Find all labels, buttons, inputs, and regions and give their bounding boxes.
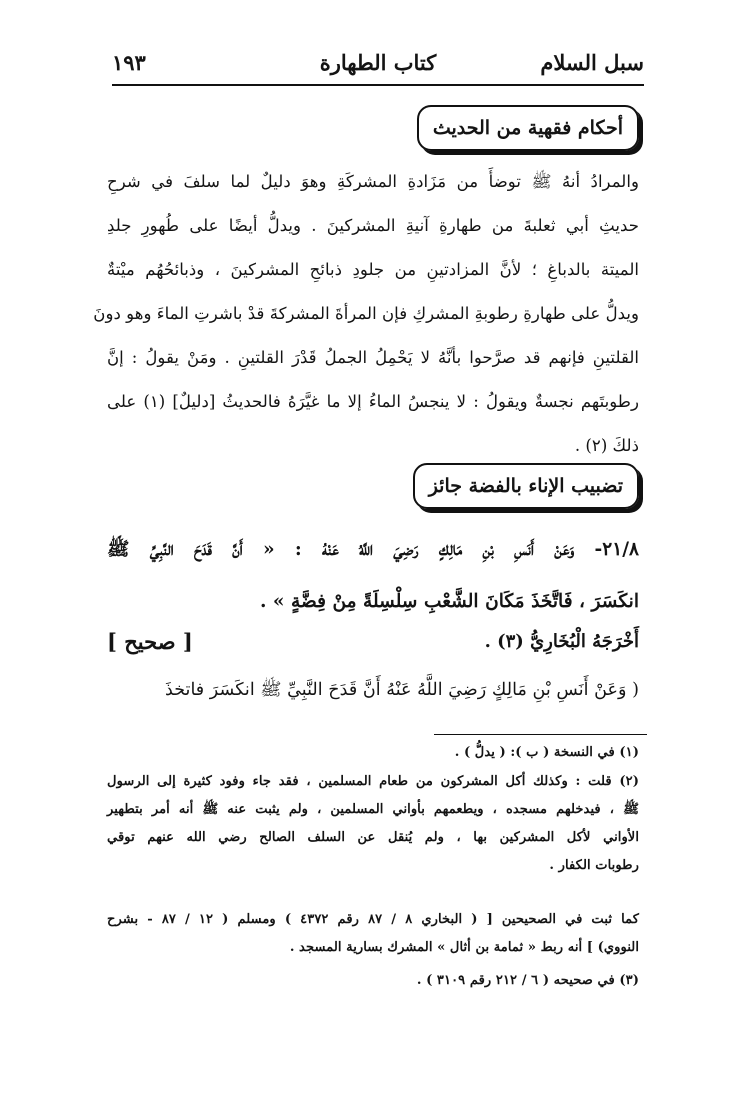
takhrij-row <box>107 616 639 666</box>
footnote-2-continued <box>107 906 639 962</box>
page-number: ١٩٣ <box>112 49 146 75</box>
text-line: رطوبتَهم نجسةٌ ويقولُ : لا ينجسُ الماءُ إلا ما غيَّرَهُ فالحديثُ [دليلٌ] (١) على <box>107 392 639 411</box>
text-line: ذلكَ (٢) . <box>574 436 639 455</box>
book-title: سبل السلام <box>540 49 644 75</box>
hadith-line: ٢١/٨- وَعَنْ أَنَسِ بْنِ مَالِكٍ رَضِيَ اللَّهُ عَنْهُ : « أَنَّ قَدَحَ النَّبِيِّ ﷺ <box>107 539 639 560</box>
section-heading-fiqh: أحكام فقهية من الحديث <box>417 105 639 151</box>
text-line: القلتينِ فإنهم قد صرَّحوا بأنَّهُ لا يَحْمِلُ الجملُ قَدْرَ القلتينِ . ومَنْ يقولُ : إنَّ <box>107 348 639 367</box>
footnote-3 <box>107 967 639 995</box>
footnote-1 <box>107 739 639 767</box>
text-line: حديثِ أبي ثعلبةَ من طهارةِ آنيةِ المشركينَ . ويدلُّ أيضًا على طُهورِ جلدِ <box>107 216 639 235</box>
hadith-line: انكَسَرَ ، فَاتَّخَذَ مَكَانَ الشَّعْبِ سِلْسِلَةً مِنْ فِضَّةٍ » . <box>259 591 639 612</box>
footnote-line: ﷺ ، فيدخلهم مسجده ، ويطعمهم بأواني المسلمين ، ولم يثبت عنه ﷺ أنه أمر بتطهير <box>107 802 639 817</box>
footnote-line: رطوبات الكفار . <box>549 858 639 873</box>
footnote-divider <box>434 734 647 735</box>
hadith-repeat-line: ( وَعَنْ أَنَسِ بْنِ مَالِكٍ رَضِيَ اللَّهُ عَنْهُ أَنَّ قَدَحَ النَّبِيِّ ﷺ انكَسَرَ فاتخذَ <box>164 680 639 700</box>
text-line: الميتة بالدباغِ ؛ لأنَّ المزادتينِ من جلودِ ذبائحِ المشركينَ ، وذبائحُهُم ميْتةٌ <box>107 260 639 279</box>
footnote-line: كما ثبت في الصحيحين [ ( البخاري ٨ / ٨٧ رقم ٤٣٧٢ ) ومسلم ( ١٢ / ٨٧ - بشرح <box>107 912 640 927</box>
footnote-line: (٣) في صحيحه ( ٦ / ٢١٢ رقم ٣١٠٩ ) . <box>416 973 639 988</box>
hadith-text <box>107 524 639 628</box>
footnote-line: النووي) ] أنه ربط « ثمامة بن أثال » المشرك بسارية المسجد . <box>289 940 639 955</box>
text-line: والمرادُ أنهُ ﷺ توضأَ من مَزَادةِ المشركَةِ وهوَ دليلٌ لما سلفَ في شرحِ <box>107 172 639 191</box>
running-header <box>112 40 644 86</box>
hadith-grade: [ صحيح ] <box>107 628 193 654</box>
takhrij-source: أَخْرَجَهُ الْبُخَارِيُّ (٣) . <box>484 630 639 652</box>
section-heading-silver: تضبيب الإناء بالفضة جائز <box>413 463 639 509</box>
commentary-paragraph <box>93 160 639 468</box>
footnote-line: (٢) قلت : وكذلك أكل المشركون من طعام المسلمين ، فقد جاء وفود كثيرة إلى الرسول <box>107 774 639 789</box>
footnote-line: الأواني لأكل المشركين بها ، ولم يُنقل عن السلف الصالح رضي الله عنهم توقي <box>107 830 639 845</box>
footnote-line: (١) في النسخة ( ب ): ( يدلُّ ) . <box>454 745 639 760</box>
footnote-2 <box>107 768 639 880</box>
book-section: كتاب الطهارة <box>319 49 437 75</box>
text-line: ويدلُّ على طهارةِ رطوبةِ المشركِ فإن المرأةَ المشركةَ قدْ باشرتِ الماءَ وهو دونَ <box>93 304 639 323</box>
